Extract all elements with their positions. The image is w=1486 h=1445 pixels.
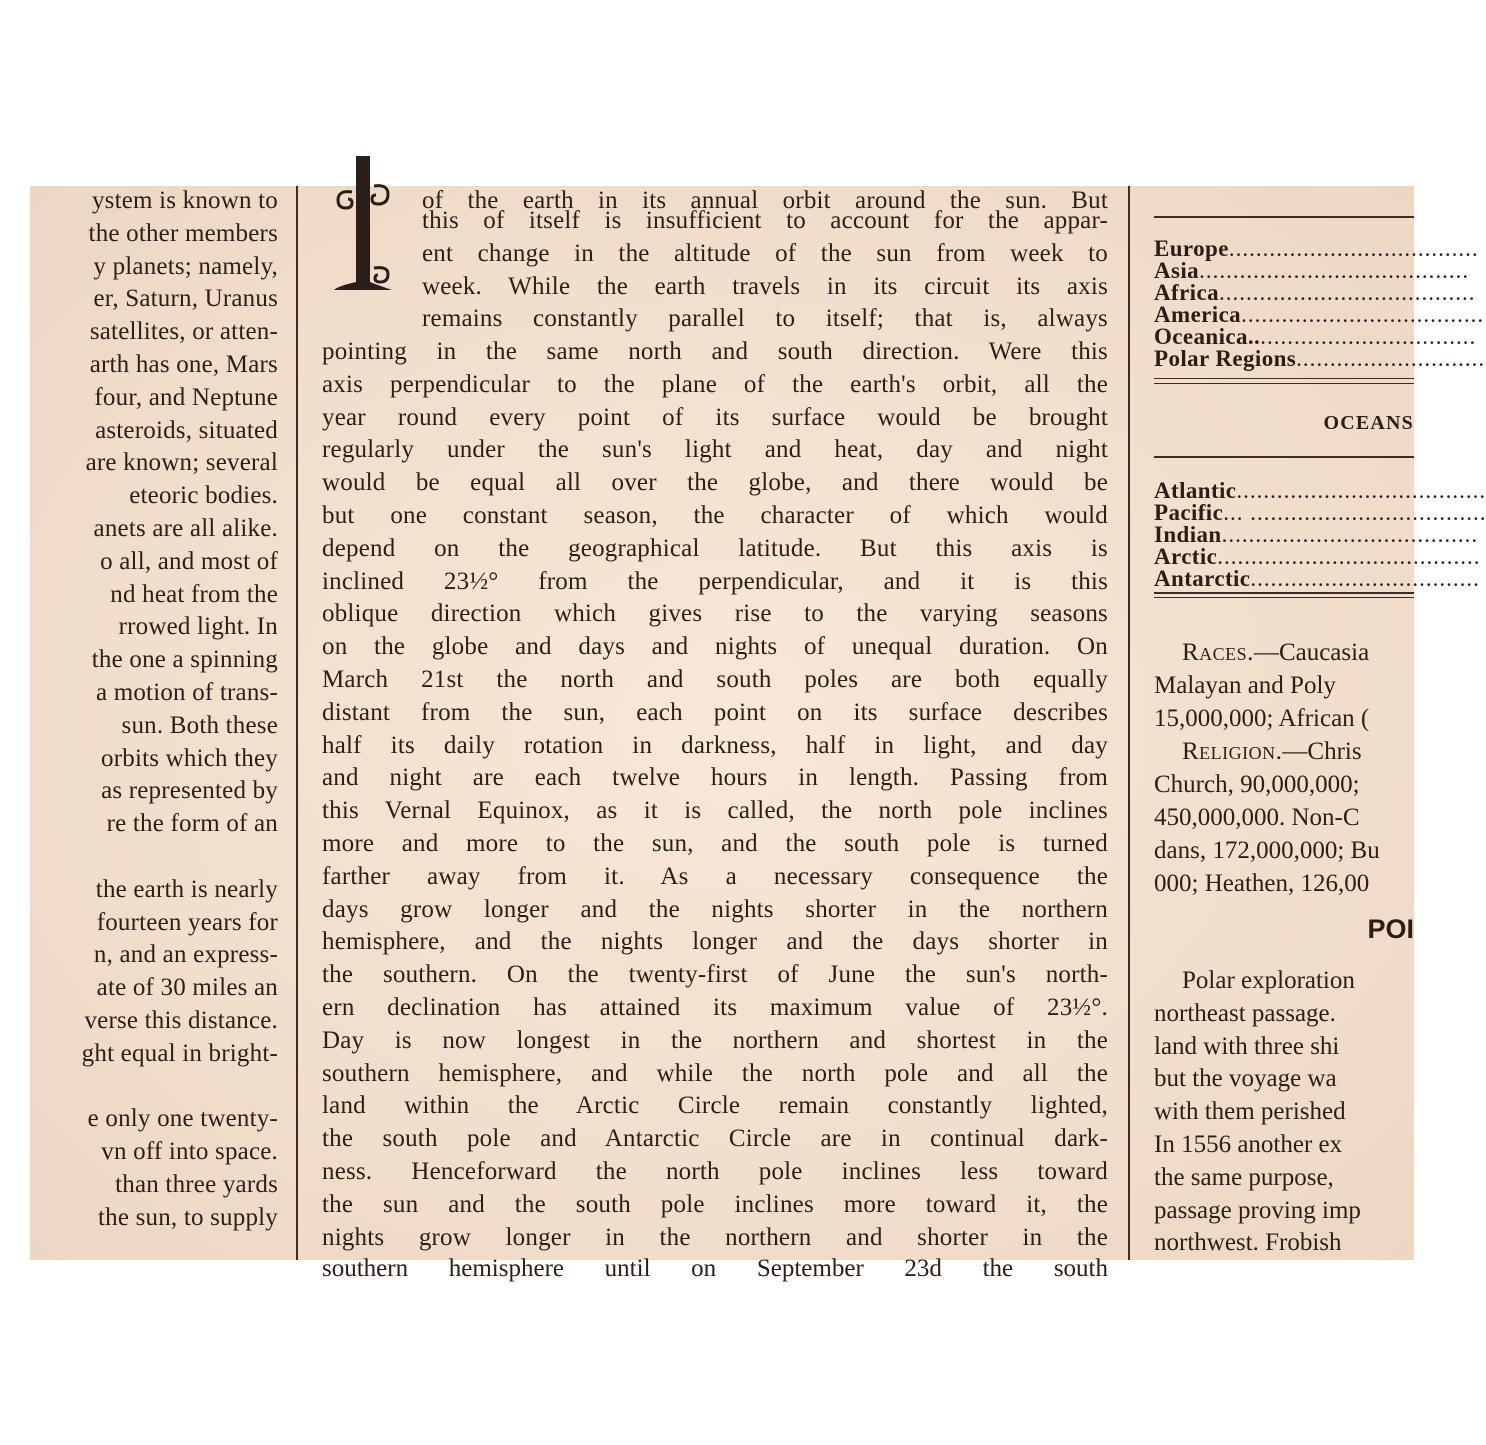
continent-row-name: Europe xyxy=(1154,236,1229,261)
middle-text-line: but one constant season, the character of which would xyxy=(322,502,1108,529)
polar-text-line: Polar exploration xyxy=(1182,967,1355,994)
ocean-row-name: Antarctic xyxy=(1154,566,1251,591)
left-text-line: nd heat from the xyxy=(110,580,278,608)
left-text-line: the one a spinning xyxy=(91,646,278,674)
middle-text-line: more and more to the sun, and the south pole is turned xyxy=(322,830,1108,857)
ocean-row xyxy=(1154,522,1479,547)
continent-row xyxy=(1154,346,1486,371)
left-text-line: the earth is nearly xyxy=(95,875,278,903)
continent-row-leader-dots: ...................................... xyxy=(1218,280,1476,305)
page-scan xyxy=(30,186,1486,1282)
ocean-row xyxy=(1154,544,1481,569)
continent-row xyxy=(1154,258,1470,283)
polar-text-line: northwest. Frobish xyxy=(1154,1229,1342,1257)
oceans-heading: OCEANS xyxy=(1323,412,1414,434)
left-text-line: rrowed light. In xyxy=(118,613,278,641)
middle-text-line: this Vernal Equinox, as it is called, the north pole inclines xyxy=(322,797,1108,825)
left-text-line: ate of 30 miles an xyxy=(96,974,278,1002)
left-column xyxy=(30,186,278,1260)
middle-text-line: on the globe and days and nights of unequal duration. On xyxy=(322,633,1108,661)
ocean-row-leader-dots: .................................. xyxy=(1250,566,1480,591)
continent-row xyxy=(1154,324,1477,349)
middle-text-line: ern declination has attained its maximum value of 23½°. xyxy=(322,994,1108,1021)
left-text-line: er, Saturn, Uranus xyxy=(93,285,278,313)
middle-text-line: depend on the geographical latitude. But this axis is xyxy=(322,534,1108,562)
religion-line-2: Church, 90,000,000; xyxy=(1154,771,1360,798)
ocean-row-leader-dots: ..................................... xyxy=(1236,478,1486,503)
middle-text-line: the sun and the south pole inclines more toward it, the xyxy=(322,1190,1108,1218)
polar-text-line: passage proving imp xyxy=(1154,1196,1361,1224)
left-text-line: than three yards xyxy=(115,1171,278,1198)
left-text-line xyxy=(30,842,278,875)
middle-text-line: inclined 23½° from the perpendicular, and it is this xyxy=(322,567,1108,595)
middle-text-line: and night are each twelve hours in length. Passing from xyxy=(322,764,1108,792)
ocean-row-name: Arctic xyxy=(1154,544,1218,569)
left-text-line: ght equal in bright- xyxy=(81,1039,278,1067)
left-text-line: are known; several xyxy=(85,449,278,477)
continent-row-leader-dots: ............................ xyxy=(1296,346,1486,371)
continents-bottom-rule-2 xyxy=(1154,383,1414,384)
religion-line-4: dans, 172,000,000; Bu xyxy=(1154,837,1380,864)
left-text-line: y planets; namely, xyxy=(93,252,278,280)
continent-row-name: Oceanica.. xyxy=(1154,324,1261,349)
left-text-line: eteoric bodies. xyxy=(129,482,278,510)
ocean-row-name: Atlantic xyxy=(1154,478,1237,503)
continent-row-name: America xyxy=(1154,302,1242,327)
continent-row xyxy=(1154,302,1485,327)
middle-text-line: oblique direction which gives rise to the varying seasons xyxy=(322,600,1108,628)
continent-row-leader-dots: ........................................ xyxy=(1199,258,1470,283)
ornamental-drop-cap-t xyxy=(330,156,414,316)
continent-row-name: Africa xyxy=(1154,280,1219,305)
left-text-line: verse this distance. xyxy=(84,1007,278,1034)
column-rule-right xyxy=(1128,186,1130,1260)
ocean-row xyxy=(1154,566,1480,591)
middle-text-line: days grow longer and the nights shorter in the northern xyxy=(322,895,1108,923)
middle-text-line: ent change in the altitude of the sun from week to xyxy=(422,239,1108,267)
middle-text-line: year round every point of its surface would be brought xyxy=(322,403,1108,431)
middle-text-line: distant from the sun, each point on its surface describes xyxy=(322,698,1108,726)
ocean-row xyxy=(1154,500,1486,525)
ocean-row xyxy=(1154,478,1486,503)
polar-text-line: the same purpose, xyxy=(1154,1163,1334,1191)
middle-clipped-bottom-line: southern hemisphere until on September 23d the south xyxy=(322,1255,1108,1282)
races-text-1: —Caucasia xyxy=(1253,639,1370,666)
left-text-line: four, and Neptune xyxy=(94,383,278,411)
left-text-line: as represented by xyxy=(101,777,278,805)
polar-text-line: In 1556 another ex xyxy=(1154,1131,1343,1158)
left-text-line: anets are all alike. xyxy=(93,515,278,542)
continent-row-name: Polar Regions xyxy=(1154,346,1297,371)
middle-text-line: regularly under the sun's light and heat, day and night xyxy=(322,436,1108,464)
polar-text-line: northeast passage. xyxy=(1154,999,1336,1027)
ocean-row-leader-dots: ...................................... xyxy=(1221,522,1479,547)
polar-text-line: but the voyage wa xyxy=(1154,1065,1337,1093)
middle-text-line: would be equal all over the globe, and there would be xyxy=(322,469,1108,497)
polar-text-line: land with three shi xyxy=(1154,1032,1340,1060)
left-text-line: ystem is known to xyxy=(91,187,278,214)
middle-text-line: the south pole and Antarctic Circle are in continual dark- xyxy=(322,1125,1108,1153)
middle-text-line: pointing in the same north and south direction. Were this xyxy=(322,338,1108,365)
middle-text-line: remains constantly parallel to itself; that is, always xyxy=(422,305,1108,333)
middle-text-line: farther away from it. As a necessary consequence the xyxy=(322,862,1108,890)
table-top-rule xyxy=(1154,216,1414,218)
right-column xyxy=(1154,186,1486,1260)
left-text-line: re the form of an xyxy=(106,810,278,838)
middle-text-line: nights grow longer in the northern and shorter in the xyxy=(322,1223,1108,1251)
continent-row xyxy=(1154,280,1476,305)
left-text-line: arth has one, Mars xyxy=(89,351,278,378)
oceans-bottom-rule-2 xyxy=(1154,597,1414,598)
oceans-top-rule xyxy=(1154,456,1414,458)
middle-text-line: this of itself is insufficient to account for the appar- xyxy=(422,207,1108,234)
middle-text-line: axis perpendicular to the plane of the earth's orbit, all the xyxy=(322,370,1108,398)
middle-text-line: Day is now longest in the northern and shortest in the xyxy=(322,1026,1108,1054)
middle-text-line: the southern. On the twenty-first of June the sun's north- xyxy=(322,961,1108,989)
left-text-line: vn off into space. xyxy=(101,1138,278,1166)
left-text-line: the sun, to supply xyxy=(98,1203,278,1231)
middle-clipped-top-line: of the earth in its annual orbit around the sun. But xyxy=(422,187,1108,214)
middle-text-line: March 21st the north and south poles are both equally xyxy=(322,666,1108,693)
left-text-line: satellites, or atten- xyxy=(89,318,278,346)
religion-label: Religion. xyxy=(1182,738,1283,765)
ocean-row-name: Indian xyxy=(1154,522,1222,547)
left-text-line: sun. Both these xyxy=(121,711,278,739)
continent-row-name: Asia xyxy=(1154,258,1200,283)
ocean-row-leader-dots: ....................................... xyxy=(1217,544,1481,569)
continent-row-leader-dots: .................................... xyxy=(1241,302,1485,327)
middle-text-line: land within the Arctic Circle remain constantly lighted, xyxy=(322,1092,1108,1120)
left-text-line: orbits which they xyxy=(101,744,278,772)
religion-line-5: 000; Heathen, 126,00 xyxy=(1154,870,1370,897)
ocean-row-leader-dots: ... ................................... xyxy=(1223,500,1486,525)
polar-text-line: with them perished xyxy=(1154,1098,1346,1126)
ocean-row-name: Pacific xyxy=(1154,500,1224,525)
middle-text-line: hemisphere, and the nights longer and the days shorter in xyxy=(322,928,1108,956)
races-label: Races. xyxy=(1182,639,1254,666)
continents-bottom-rule xyxy=(1154,378,1414,379)
left-text-line: a motion of trans- xyxy=(95,679,278,706)
continent-row-leader-dots: ................................ xyxy=(1260,324,1477,349)
middle-column xyxy=(322,186,1108,1282)
religion-line-1 xyxy=(1182,737,1414,767)
races-line-3: 15,000,000; African ( xyxy=(1154,705,1370,732)
left-text-line: fourteen years for xyxy=(96,908,278,936)
left-text-line: e only one twenty- xyxy=(87,1105,278,1133)
continent-row-leader-dots: ..................................... xyxy=(1228,236,1479,261)
left-text-line: asteroids, situated xyxy=(95,416,278,444)
oceans-bottom-rule xyxy=(1154,592,1414,594)
middle-text-line: ness. Henceforward the north pole inclines less toward xyxy=(322,1158,1108,1185)
left-text-line xyxy=(30,1072,278,1105)
polar-section-heading: POI xyxy=(1367,914,1414,944)
races-line-2: Malayan and Poly xyxy=(1154,672,1336,699)
column-rule-left xyxy=(296,186,298,1260)
left-text-line: o all, and most of xyxy=(100,547,278,575)
middle-text-line: week. While the earth travels in its circuit its axis xyxy=(422,272,1108,300)
middle-text-line: half its daily rotation in darkness, half in light, and day xyxy=(322,731,1108,759)
left-text-line: the other members xyxy=(88,219,278,247)
religion-text-1: —Chris xyxy=(1282,738,1362,765)
races-line-1 xyxy=(1182,638,1414,668)
religion-line-3: 450,000,000. Non-C xyxy=(1154,804,1360,831)
left-text-line: n, and an express- xyxy=(93,941,278,969)
middle-text-line: southern hemisphere, and while the north pole and all the xyxy=(322,1059,1108,1087)
continent-row xyxy=(1154,236,1479,261)
